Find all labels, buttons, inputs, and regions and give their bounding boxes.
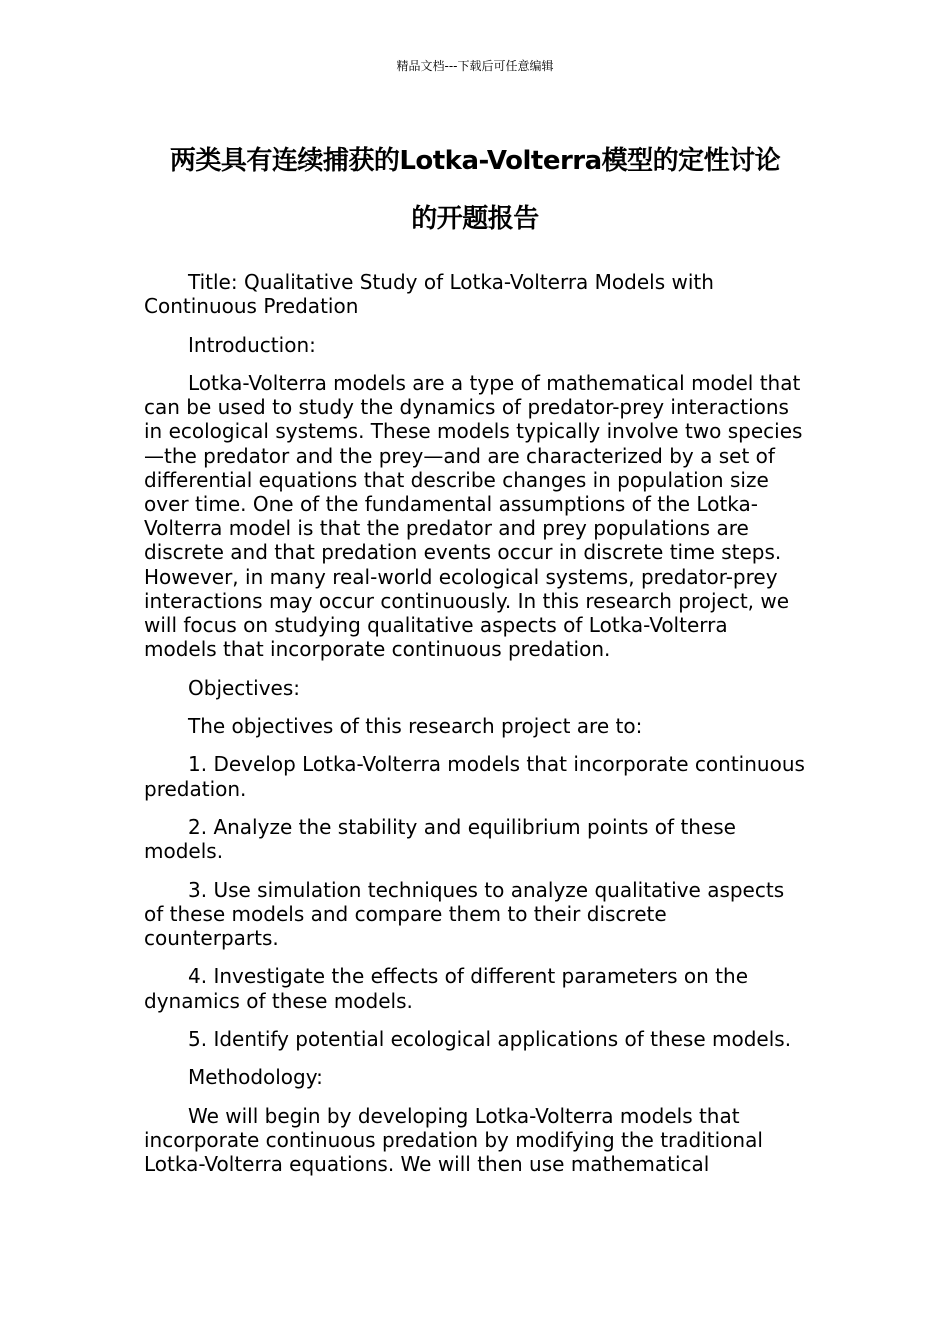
objective-item: 3. Use simulation techniques to analyze qualitative aspects of these models and compare them to their discrete counterparts. bbox=[144, 877, 785, 950]
paragraph-introduction: Lotka-Volterra models are a type of mathematical model that can be used to study the dynamics of predator-prey interactions in ecological systems. These models typically involve two species—the predator and the prey—and are characterized by a set of differential equations that describe changes in population size over time. One of the fundamental assumptions of the Lotka-Volterra model is that the predator and prey populations are discrete and that predation events occur in discrete time steps. However, in many real-world ecological systems, predator-prey interactions may occur continuously. In this research project, we will focus on studying qualitative aspects of Lotka-Volterra models that incorporate continuous predation. bbox=[144, 370, 803, 662]
paragraph-title: Title: Qualitative Study of Lotka-Volterra Models with Continuous Predation bbox=[144, 270, 714, 319]
document-body bbox=[144, 270, 806, 1191]
objective-item: 2. Analyze the stability and equilibrium points of these models. bbox=[144, 814, 736, 864]
objective-item: 4. Investigate the effects of different parameters on the dynamics of these models. bbox=[144, 964, 748, 1013]
heading-methodology: Methodology: bbox=[188, 1065, 323, 1090]
paragraph-objectives-intro: The objectives of this research project are to: bbox=[188, 714, 643, 738]
document-title-line-1: 两类具有连续捕获的Lotka-Volterra模型的定性讨论 bbox=[169, 146, 781, 176]
document-title-line-2: 的开题报告 bbox=[411, 204, 539, 234]
objective-item: 1. Develop Lotka-Volterra models that incorporate continuous predation. bbox=[144, 752, 805, 801]
paragraph-methodology: We will begin by developing Lotka-Volterra models that incorporate continuous predation by modifying the traditional Lotka-Volterra equations. We will then use mathematical bbox=[144, 1103, 763, 1177]
heading-objectives: Objectives: bbox=[188, 675, 300, 700]
document-title bbox=[120, 132, 830, 248]
objective-item: 5. Identify potential ecological applications of these models. bbox=[188, 1026, 792, 1051]
heading-introduction: Introduction: bbox=[188, 332, 316, 357]
document-header-note: 精品文档---下载后可任意编辑 bbox=[396, 59, 554, 73]
